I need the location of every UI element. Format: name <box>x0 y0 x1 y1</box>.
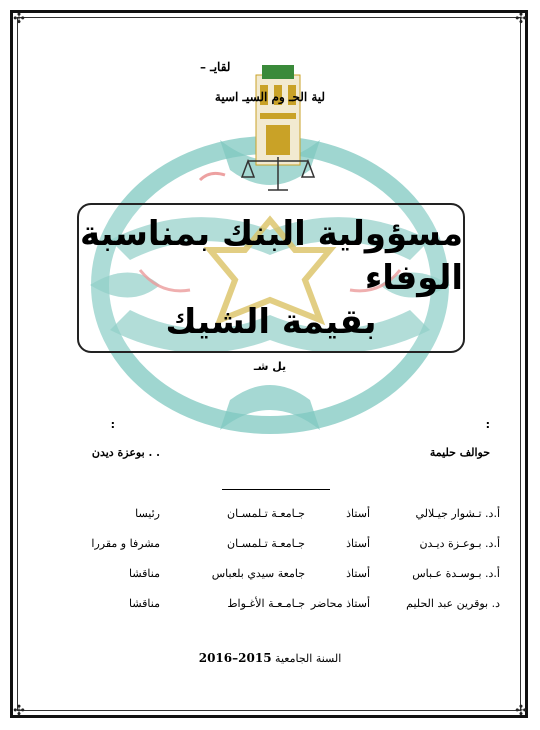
degree-subtitle: يل شـ <box>253 360 287 373</box>
thesis-title-line-2: بقيمة الشيك <box>165 302 377 342</box>
supervisor-name: . . بوعزة ديدن <box>91 446 160 459</box>
jury-member-name: د. بوقرين عبد الحليم <box>406 597 500 610</box>
jury-member-rank: أستاذ <box>346 507 370 520</box>
corner-ornament-icon: ✣ <box>515 703 527 719</box>
jury-member-name: أ.د. بـوسـدة عـباس <box>412 567 500 580</box>
jury-member-name: أ.د. بـوعـزة ديـدن <box>419 537 500 550</box>
corner-ornament-icon: ✣ <box>13 703 25 719</box>
jury-table <box>40 507 500 627</box>
institution-header-line-2: لية الحـ وم السيـ اسية <box>214 90 326 104</box>
student-name: حوالف حليمة <box>429 446 490 459</box>
jury-member-university: جـامعـة تـلمسـان <box>227 537 305 550</box>
corner-ornament-icon: ✣ <box>515 11 527 27</box>
jury-row <box>40 597 500 627</box>
jury-row <box>40 567 500 597</box>
jury-row <box>40 507 500 537</box>
jury-row <box>40 537 500 567</box>
thesis-title-line-1: مسؤولية البنك بمناسبة الوفاء <box>79 214 463 298</box>
institution-header-line-1: لقايـ – <box>200 60 231 74</box>
jury-member-rank: أستاذ محاضر <box>310 597 370 610</box>
minaret-scales-emblem-icon <box>238 65 318 195</box>
corner-ornament-icon: ✣ <box>13 11 25 27</box>
jury-member-role: رئيسا <box>135 507 160 520</box>
jury-member-university: جـامـعـة الأغـواط <box>227 597 305 610</box>
jury-member-university: جامعة سيدي بلعباس <box>211 567 305 580</box>
jury-member-university: جـامعـة تـلمسـان <box>227 507 305 520</box>
academic-year <box>170 651 370 665</box>
jury-member-name: أ.د. تـشوار جيـلالي <box>415 507 500 520</box>
jury-member-role: مناقشا <box>129 597 160 610</box>
academic-year-label: السنة الجامعية <box>275 652 342 665</box>
jury-member-rank: أستاذ <box>346 537 370 550</box>
supervisor-label: : <box>110 418 115 431</box>
thesis-title-box <box>77 203 465 353</box>
academic-year-value: 2015–2016 <box>198 651 272 665</box>
jury-member-rank: أستاذ <box>346 567 370 580</box>
jury-member-role: مشرفا و مقررا <box>91 537 160 550</box>
section-divider <box>222 489 330 490</box>
student-label: : <box>485 418 490 431</box>
jury-member-role: مناقشا <box>129 567 160 580</box>
